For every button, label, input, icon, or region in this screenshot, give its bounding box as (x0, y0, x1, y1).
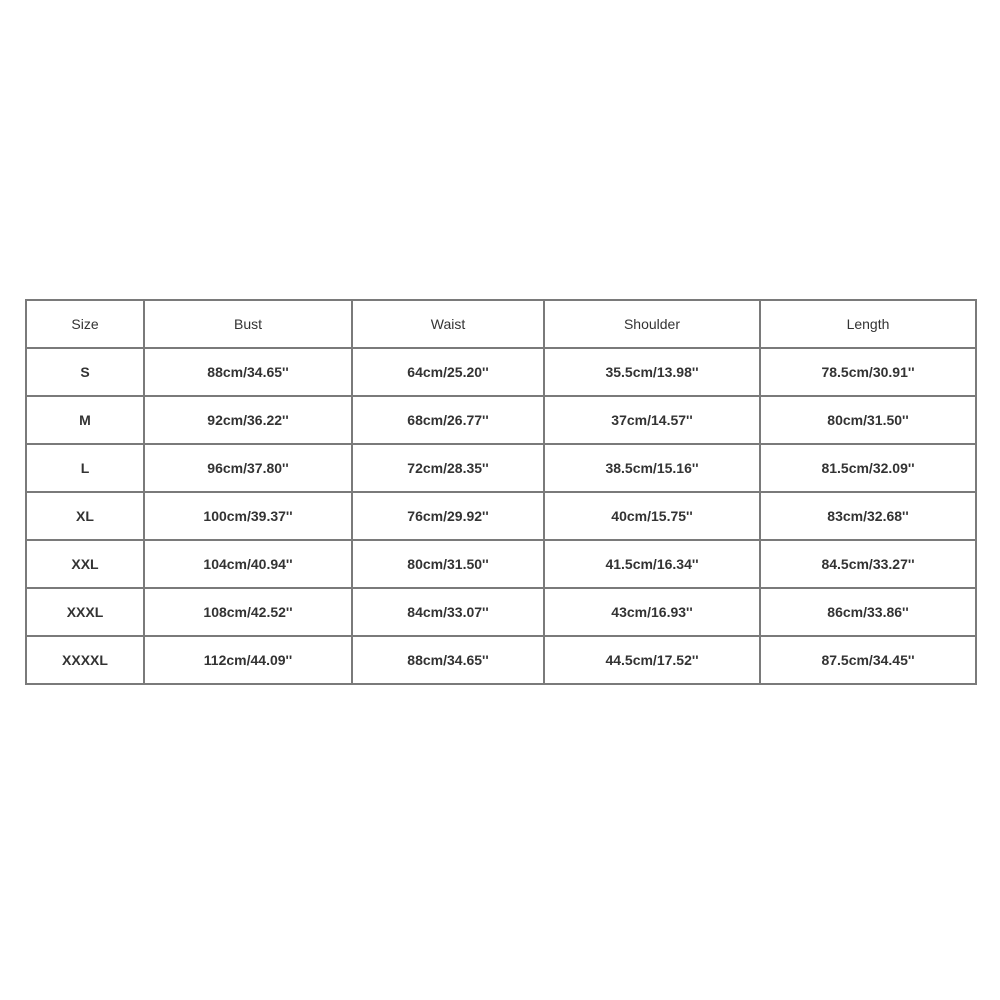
table-row (26, 636, 976, 684)
size-cell: S (26, 348, 144, 396)
header-bust: Bust (144, 300, 352, 348)
bust-cell: 88cm/34.65'' (144, 348, 352, 396)
bust-cell: 112cm/44.09'' (144, 636, 352, 684)
length-cell: 87.5cm/34.45'' (760, 636, 976, 684)
header-shoulder: Shoulder (544, 300, 760, 348)
waist-cell: 84cm/33.07'' (352, 588, 544, 636)
bust-cell: 96cm/37.80'' (144, 444, 352, 492)
shoulder-cell: 41.5cm/16.34'' (544, 540, 760, 588)
shoulder-cell: 40cm/15.75'' (544, 492, 760, 540)
shoulder-cell: 43cm/16.93'' (544, 588, 760, 636)
bust-cell: 108cm/42.52'' (144, 588, 352, 636)
header-size: Size (26, 300, 144, 348)
size-cell: XXL (26, 540, 144, 588)
size-cell: L (26, 444, 144, 492)
table-row (26, 396, 976, 444)
table-row (26, 348, 976, 396)
length-cell: 78.5cm/30.91'' (760, 348, 976, 396)
waist-cell: 68cm/26.77'' (352, 396, 544, 444)
waist-cell: 72cm/28.35'' (352, 444, 544, 492)
length-cell: 80cm/31.50'' (760, 396, 976, 444)
table-row (26, 444, 976, 492)
shoulder-cell: 37cm/14.57'' (544, 396, 760, 444)
bust-cell: 100cm/39.37'' (144, 492, 352, 540)
size-cell: XXXL (26, 588, 144, 636)
size-cell: XXXXL (26, 636, 144, 684)
bust-cell: 104cm/40.94'' (144, 540, 352, 588)
shoulder-cell: 35.5cm/13.98'' (544, 348, 760, 396)
waist-cell: 64cm/25.20'' (352, 348, 544, 396)
bust-cell: 92cm/36.22'' (144, 396, 352, 444)
table-row (26, 492, 976, 540)
length-cell: 86cm/33.86'' (760, 588, 976, 636)
table-row (26, 540, 976, 588)
length-cell: 83cm/32.68'' (760, 492, 976, 540)
header-waist: Waist (352, 300, 544, 348)
waist-cell: 76cm/29.92'' (352, 492, 544, 540)
waist-cell: 88cm/34.65'' (352, 636, 544, 684)
size-cell: M (26, 396, 144, 444)
shoulder-cell: 44.5cm/17.52'' (544, 636, 760, 684)
waist-cell: 80cm/31.50'' (352, 540, 544, 588)
size-cell: XL (26, 492, 144, 540)
header-row (26, 300, 976, 348)
length-cell: 81.5cm/32.09'' (760, 444, 976, 492)
header-length: Length (760, 300, 976, 348)
size-chart-table (25, 299, 977, 685)
length-cell: 84.5cm/33.27'' (760, 540, 976, 588)
table-row (26, 588, 976, 636)
shoulder-cell: 38.5cm/15.16'' (544, 444, 760, 492)
